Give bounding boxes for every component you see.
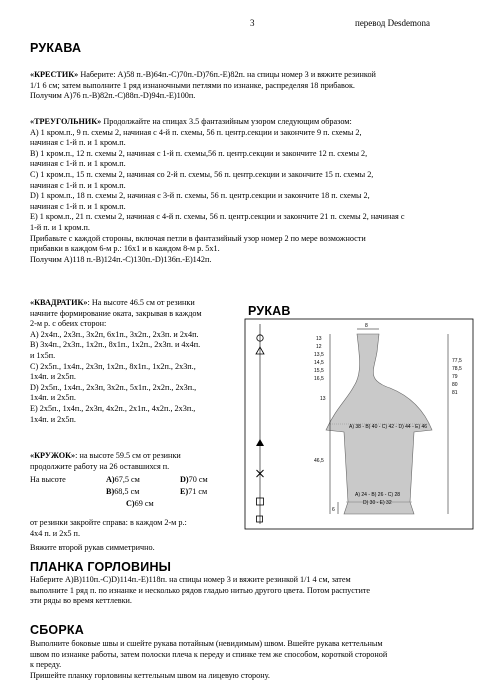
kruzhok-line: от резинки закройте справа: в каждом 2-м р.:: [30, 518, 187, 528]
right-measures: [452, 358, 462, 396]
left-measure: 12: [316, 344, 322, 350]
kruzhok-heights: [30, 475, 242, 518]
treugolnik-line: 1-й п. и 1 кром.п.: [30, 222, 90, 232]
kvadratik-line: и 1х5п.: [30, 350, 56, 360]
right-measure: 78,5: [452, 366, 462, 372]
treugolnik-label: «ТРЕУГОЛЬНИК»: [30, 117, 102, 126]
right-measure: 77,5: [452, 358, 462, 364]
treugolnik-line: Е) 1 кром.п., 21 п. схемы 2, начиная с 4-й п. схемы, 56 п. центр.секции и закончите 21 п. схемы 2, начиная с: [30, 212, 405, 222]
left-measure: 16,5: [314, 376, 324, 382]
assembly-line: Пришейте планку горловины кеттельным швом на лицевую сторону.: [30, 670, 270, 680]
kvadratik-line: С) 2х5п., 1х4п., 2х3п, 1х2п., 8х1п., 1х2п., 2х3п.,: [30, 361, 196, 371]
treugolnik-block: [30, 117, 470, 265]
krestik-line: Наберите: А)58 п.-В)64п.-С)70п.-D)76п.-Е)82п. на спицы номер 3 и вяжите резинкой: [78, 70, 376, 79]
treugolnik-line: начиная с 1-й п. и 1 кром.п.: [30, 159, 126, 169]
triangle-symbol-icon: [256, 439, 264, 446]
left-measure: 14,5: [314, 360, 324, 366]
assembly-line: швом по изнанке работы, затем полоски плеча к переду и спинке тем же способом, короткой стороной: [30, 649, 388, 659]
treugolnik-line: начиная с 1-й п. и 1 кром.п.: [30, 201, 126, 211]
treugolnik-line: В) 1 кром.п., 12 п. схемы 2, начиная с 1-й п. схемы,56 п. центр.секции и закончите 12 п. схемы 2,: [30, 148, 368, 158]
treugolnik-line: А) 1 кром.п., 9 п. схемы 2, начиная с 4-й п. схемы, 56 п. центр.секции и закончите 9 п. схемы 2,: [30, 127, 362, 137]
right-measure: 81: [452, 390, 458, 396]
right-measure: 80: [452, 382, 458, 388]
krestik-block: [30, 70, 470, 102]
assembly-line: к переду.: [30, 660, 62, 670]
top-width-label: 8: [365, 323, 368, 329]
kruzhok-line: продолжите работу на 26 оставшихся п.: [30, 461, 170, 471]
treugolnik-line: D) 1 кром.п., 18 п. схемы 2, начиная с 3-й п. схемы, 56 п. центр.секции и закончите 18 п. схемы 2,: [30, 191, 370, 201]
treugolnik-line: С) 1 кром.п., 15 п. схемы 2, начиная со 2-й п. схемы, 56 п. центр.секции и закончите 15 п. схемы 2,: [30, 169, 374, 179]
krestik-label: «КРЕСТИК»: [30, 70, 79, 79]
placket-line: выполните 1 ряд п. по изнанке и несколько рядов гладью нитью другого цвета. Потом распустите: [30, 585, 371, 595]
translator-credit: перевод Desdemona: [355, 18, 431, 28]
kvadratik-line: Е) 2х5п., 1х4п., 2х3п, 4х2п., 2х1п., 4х2п., 2х3п.,: [30, 403, 196, 413]
placket-block: [30, 575, 470, 607]
kvadratik-line: начните формирование оката, закрывая в каждом: [30, 308, 202, 318]
sleeve-diagram: [244, 318, 474, 530]
left-measure: 15,5: [314, 368, 324, 374]
treugolnik-line: Прибавьте с каждой стороны, включая петли в фантазийный узор номер 2 по мере возможности: [30, 233, 366, 243]
kvadratik-line: А) 2х4п., 2х3п., 3х2п, 6х1п., 3х2п., 2х3п. и 2х4п.: [30, 329, 199, 339]
kvadratik-line: D) 2х5п., 1х4п., 2х3п, 3х2п., 5х1п., 2х2п., 2х3п.,: [30, 382, 197, 392]
kvadratik-line: 1х4п. и 2х5п.: [30, 393, 76, 403]
left-measure: 13: [320, 396, 326, 402]
kruzhok-label: «КРУЖОК»: [30, 451, 76, 460]
band-lower-label-2: D) 30 - Е) 32: [363, 500, 392, 506]
kruzhok-line: 4х4 п. и 2х5 п.: [30, 528, 80, 538]
bottom-height-label: 6: [332, 507, 335, 513]
kvadratik-line: 1х4п. и 2х5п.: [30, 372, 76, 382]
assembly-line: Выполните боковые швы и сшейте рукава потайным (невидимым) швом. Вшейте рукава кеттельным: [30, 639, 383, 648]
assembly-block: [30, 639, 470, 681]
height-label: На высоте: [30, 475, 66, 485]
page-number: 3: [250, 18, 255, 28]
placket-line: Наберите А)В)110п.-С)D)114п.-Е)118п. на спицы номер 3 и вяжите резинкой 1/1 4 см, затем: [30, 575, 351, 584]
diagram-title: РУКАВ: [248, 304, 291, 318]
kvadratik-line: 1х4п. и 2х5п.: [30, 414, 76, 424]
kvadratik-line: : На высоте 46.5 см от резинки: [87, 298, 195, 307]
left-measure: 13,5: [314, 352, 324, 358]
height-c: С)69 см: [126, 499, 154, 509]
kruzhok-line: Вяжите второй рукав симметрично.: [30, 543, 155, 553]
placket-line: эти ряды во время кеттлевки.: [30, 596, 132, 606]
height-e: Е)71 см: [180, 487, 208, 497]
kvadratik-line: В) 3х4п., 2х3п., 1х2п., 8х1п., 1х2п., 2х3п. и 4х4п.: [30, 340, 201, 350]
kruzhok-line: : на высоте 59.5 см от резинки: [75, 451, 181, 460]
treugolnik-line: начиная с 1-й п. и 1 кром.п.: [30, 180, 126, 190]
left-measure: 13: [316, 336, 322, 342]
assembly-section-title: СБОРКА: [30, 623, 84, 637]
height-b: В)68,5 см: [106, 487, 140, 497]
krestik-line: Получим А)76 п.-В)82п.-С)88п.-D)94п.-Е)100п.: [30, 91, 196, 101]
treugolnik-line: начиная с 1-й п. и 1 кром.п.: [30, 138, 126, 148]
kvadratik-line: 2-м р. с обеих сторон:: [30, 319, 107, 329]
kruzhok-block: [30, 451, 242, 554]
treugolnik-line: прибавки в каждом 6-м р.: 16х1 и в каждом 8-м р. 5х1.: [30, 244, 220, 254]
right-measure: 79: [452, 374, 458, 380]
treugolnik-line: Получим А)118 п.-В)124п.-С)130п.-D)136п.-Е)142п.: [30, 254, 212, 264]
kvadratik-block: [30, 298, 242, 425]
band-upper-label: А) 38 - В) 40 - С) 42 - D) 44 - Е) 46: [349, 424, 428, 430]
height-a: А)67,5 см: [106, 475, 140, 485]
left-measure: 46,5: [314, 458, 324, 464]
krestik-line: 1/1 6 см; затем выполните 1 ряд изнаночными петлями по изнанке, распределяя 18 прибавок.: [30, 80, 355, 90]
left-measures: [314, 336, 326, 464]
placket-section-title: ПЛАНКА ГОРЛОВИНЫ: [30, 560, 172, 574]
height-d: D)70 см: [180, 475, 208, 485]
treugolnik-intro: Продолжайте на спицах 3.5 фантазийным узором следующим образом:: [101, 117, 352, 126]
sleeve-section-title: РУКАВА: [30, 41, 82, 55]
square-symbol-icon: [257, 516, 263, 522]
kvadratik-label: «КВАДРАТИК»: [30, 298, 88, 307]
band-lower-label: А) 24 - В) 26 - С) 28: [355, 492, 401, 498]
